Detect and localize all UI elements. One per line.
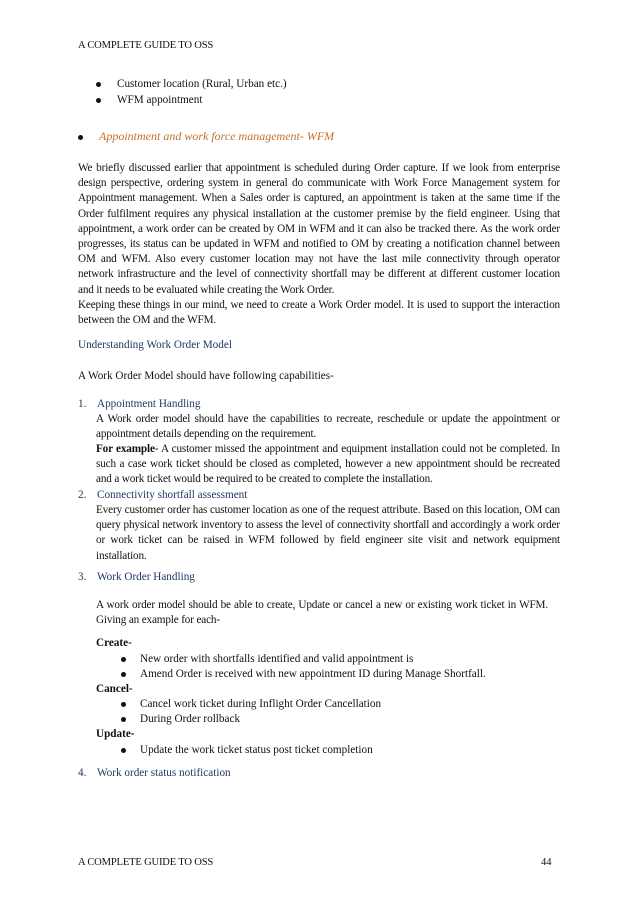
item-2-text: Every customer order has customer location as one of the request attribute. Based on this location, OM can query physical network inventory to assess the level of connectivity shortfall and accordingly a work order or work ticket can be raised in WFM followed by field engineer site visit and network equipment installation. bbox=[96, 504, 560, 562]
example-text: - A customer missed the appointment and equipment installation could not be completed. In such a case work ticket should be closed as completed, however a new appointment should be recreated and a work ticket would be required to be created to complete the installation. bbox=[96, 443, 560, 486]
bullet-dot-icon bbox=[121, 657, 126, 662]
item-connectivity-shortfall: 2. Connectivity shortfall assessment bbox=[78, 489, 248, 501]
cancel-label: Cancel- bbox=[96, 683, 133, 695]
item-status-notification: 4. Work order status notification bbox=[78, 767, 231, 779]
subheading-work-order-model: Understanding Work Order Model bbox=[78, 339, 232, 351]
example-label: For example bbox=[96, 443, 155, 455]
page-number: 44 bbox=[541, 857, 552, 868]
item-3-text: A work order model should be able to create, Update or cancel a new or existing work ticket in WFM. Giving an example for each- bbox=[96, 599, 548, 627]
capabilities-intro: A Work Order Model should have following capabilities- bbox=[78, 370, 334, 382]
bullet-dot-icon bbox=[121, 672, 126, 677]
item-work-order-handling: 3. Work Order Handling bbox=[78, 571, 195, 583]
intro-paragraph: We briefly discussed earlier that appointment is scheduled during Order capture. If we look from enterprise design perspective, ordering system in general do communicate with Work Force Management system for Appointment management. When a Sales order is captured, an appointment is taken at the same time if the Order fulfilment requires any physical installation at the customer premise by the field engineer. Using that appointment, a work order can be created by OM in WFM and it can also be tracked there. As the work order progresses, its status can be updated in WFM and notified to OM by creating a notification channel between OM and WFM. Also every customer location may not have the last mile connectivity through operator network infrastructure and the level of connectivity shortfall may be different at different customer location and it needs to be evaluated while creating the Work Order. bbox=[78, 162, 560, 296]
bullet-dot-icon bbox=[96, 82, 101, 87]
bullet-dot-icon bbox=[96, 98, 101, 103]
bullet-dot-icon bbox=[78, 135, 83, 140]
document-page: A COMPLETE GUIDE TO OSS Customer location (Rural, Urban etc.) WFM appointment Appointment and work force management- WFM We briefly discussed earlier that appointment is scheduled during Order capture. If we look from enterprise design perspective, ordering system in general do communicate with Work Force Management system for Appointment management. When a Sales order is captured, an appointment is taken at the same time if the Order fulfilment requires any physical installation at the customer premise by the field engineer. Using that appointment, a work order can be created by OM in WFM and it can also be tracked there. As the work order progresses, its status can be updated in WFM and notified to OM by creating a notification channel between OM and WFM. Also every customer location may not have the last mile connectivity through operator network infrastructure and the level of connectivity shortfall may be different at different customer location and it needs to be evaluated while creating the Work Order. Keeping these things in our mind, we need to create a Work Order model. It is used to support the interaction between the OM and the WFM. Understanding Work Order Model A Work Order Model should have following capabilities- 1. Appointment Handling A Work order model should have the capabilities to recreate, reschedule or update the appointment or appointment details depending on the requirement. For example- A customer missed the appointment and equipment installation could not be completed. In such a case work ticket should be closed as completed, however a new appointment should be recreated and a work ticket would be required to be created to complete the installation. 2. Connectivity shortfall assessment Every customer order has customer location as one of the request attribute. Based on this location, OM can query physical network inventory to assess the level of connectivity shortfall and accordingly a work order or work ticket can be raised in WFM followed by field engineer site visit and network equipment installation. 3. Work Order Handling A work order model should be able to create, Update or cancel a new or existing work ticket in WFM. Giving an example for each- Create- New order with shortfalls identified and valid appointment is Amend Order is received with new appointment ID during Manage Shortfall. Cancel- Cancel work ticket during Inflight Order Cancellation During Order rollback Update- Update the work ticket status post ticket completion 4. Work order status notification A COMPLETE GUIDE TO OSS 44 bbox=[0, 0, 638, 903]
update-label: Update- bbox=[96, 728, 135, 740]
page-footer-title: A COMPLETE GUIDE TO OSS bbox=[78, 857, 214, 868]
create-label: Create- bbox=[96, 637, 132, 649]
bullet-dot-icon bbox=[121, 748, 126, 753]
page-header: A COMPLETE GUIDE TO OSS bbox=[78, 40, 214, 51]
item-appointment-handling: 1. Appointment Handling bbox=[78, 398, 201, 410]
bullet-dot-icon bbox=[121, 702, 126, 707]
intro-paragraph-2: Keeping these things in our mind, we need to create a Work Order model. It is used to support the interaction between the OM and the WFM. bbox=[78, 299, 560, 327]
item-1-example bbox=[96, 442, 560, 488]
item-1-text: A Work order model should have the capabilities to recreate, reschedule or update the appointment or appointment details depending on the requirement. bbox=[96, 413, 560, 441]
bullet-dot-icon bbox=[121, 717, 126, 722]
